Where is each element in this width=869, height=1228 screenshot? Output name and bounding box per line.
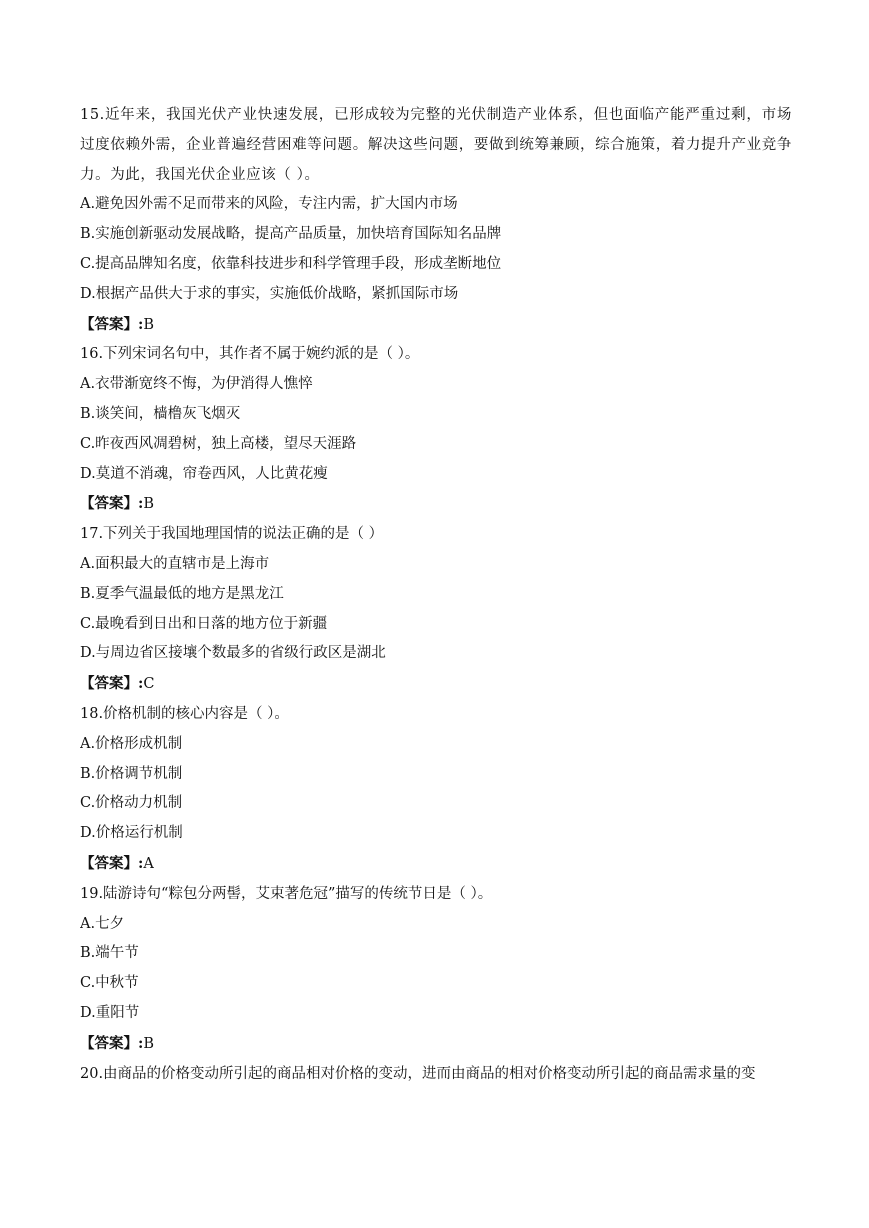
question-16 xyxy=(80,340,792,520)
option-c: C.昨夜西风凋碧树，独上高楼，望尽天涯路 xyxy=(80,435,357,452)
question-stem-truncated: 20.由商品的价格变动所引起的商品相对价格的变动，进而由商品的相对价格变动所引起的商品需求量的变 xyxy=(80,1065,756,1082)
question-17 xyxy=(80,520,792,700)
answer-value: A xyxy=(143,855,154,872)
answer-line xyxy=(80,310,792,341)
answer-label: 【答案】: xyxy=(80,1034,144,1052)
option-b: B.夏季气温最低的地方是黑龙江 xyxy=(80,585,284,602)
answer-label: 【答案】: xyxy=(80,854,144,872)
question-stem: 16.下列宋词名句中，其作者不属于婉约派的是（ ）。 xyxy=(80,346,420,363)
option-c: C.最晚看到日出和日落的地方位于新疆 xyxy=(80,615,328,632)
option-c: C.价格动力机制 xyxy=(80,795,183,812)
option-d: D.莫道不消魂，帘卷西风，人比黄花瘦 xyxy=(80,465,328,482)
answer-line xyxy=(80,489,792,520)
answer-value: B xyxy=(143,496,155,513)
option-c: C.中秋节 xyxy=(80,975,139,992)
answer-value: B xyxy=(143,316,155,333)
question-list xyxy=(80,101,792,1089)
answer-label: 【答案】: xyxy=(80,315,144,333)
option-b: B.实施创新驱动发展战略，提高产品质量，加快培育国际知名品牌 xyxy=(80,226,502,243)
answer-label: 【答案】: xyxy=(80,675,144,693)
question-19 xyxy=(80,880,792,1060)
answer-value: B xyxy=(143,1035,155,1052)
option-d: D.根据产品供大于求的事实，实施低价战略，紧抓国际市场 xyxy=(80,285,459,302)
answer-label: 【答案】: xyxy=(80,495,144,513)
option-d: D.价格运行机制 xyxy=(80,825,183,842)
question-18 xyxy=(80,700,792,880)
option-c: C.提高品牌知名度，依靠科技进步和科学管理手段，形成垄断地位 xyxy=(80,255,502,272)
option-a: A.衣带渐宽终不悔，为伊消得人憔悴 xyxy=(80,376,313,393)
question-stem: 18.价格机制的核心内容是（ ）。 xyxy=(80,705,289,722)
option-b: B.谈笑间，樯橹灰飞烟灭 xyxy=(80,405,241,422)
answer-value: C xyxy=(143,676,155,693)
option-b: B.价格调节机制 xyxy=(80,765,183,782)
option-a: A.避免因外需不足而带来的风险，专注内需，扩大国内市场 xyxy=(80,196,458,213)
option-d: D.与周边省区接壤个数最多的省级行政区是湖北 xyxy=(80,645,386,662)
answer-line xyxy=(80,1029,792,1060)
answer-line xyxy=(80,849,792,880)
option-a: A.价格形成机制 xyxy=(80,735,183,752)
option-d: D.重阳节 xyxy=(80,1004,140,1021)
question-stem: 19.陆游诗句“粽包分两髻，艾束著危冠”描写的传统节日是（ ）。 xyxy=(80,885,493,902)
question-20 xyxy=(80,1060,792,1090)
answer-line xyxy=(80,669,792,700)
question-stem: 17.下列关于我国地理国情的说法正确的是（ ） xyxy=(80,526,384,543)
option-a: A.七夕 xyxy=(80,915,125,932)
question-stem: 15.近年来，我国光伏产业快速发展，已形成较为完整的光伏制造产业体系，但也面临产能严重过剩，市场过度依赖外需，企业普遍经营困难等问题。解决这些问题，要做到统筹兼顾，综合施策，着力提升产业竞争力。为此，我国光伏企业应该（ ）。 xyxy=(80,107,792,183)
option-a: A.面积最大的直辖市是上海市 xyxy=(80,555,270,572)
question-15 xyxy=(80,101,792,340)
option-b: B.端午节 xyxy=(80,945,139,962)
